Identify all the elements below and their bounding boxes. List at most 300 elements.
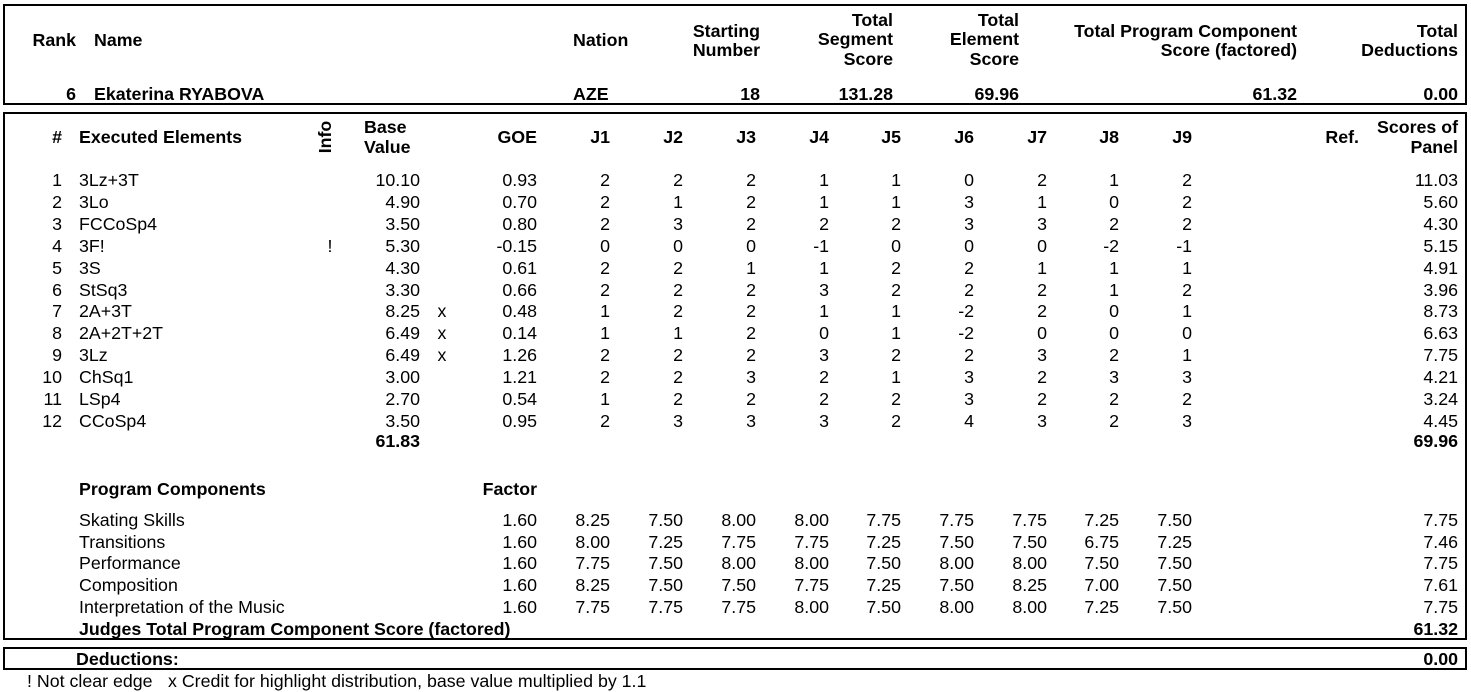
component-scores-of-panel: 7.75 — [1423, 596, 1458, 617]
component-judge-score-j8: 7.25 — [1084, 596, 1119, 617]
element-base-value: 4.90 — [385, 191, 420, 212]
element-goe: 0.70 — [502, 191, 537, 212]
element-number: 1 — [52, 170, 62, 190]
skater-rank: 6 — [66, 84, 76, 104]
element-code: 2A+2T+2T — [79, 323, 164, 344]
element-judge-score-j7: 2 — [1037, 170, 1047, 190]
total-program-component-score-label — [1074, 22, 1297, 61]
component-judge-score-j3: 7.50 — [721, 575, 756, 596]
judge-column-header-j9: J9 — [1172, 127, 1192, 147]
label-line: Total — [977, 9, 1019, 30]
element-scores-of-panel: 4.91 — [1423, 257, 1458, 278]
label-line: Starting — [692, 20, 760, 41]
element-judge-score-j1: 2 — [600, 410, 610, 431]
component-judge-score-j9: 7.50 — [1157, 510, 1192, 530]
element-judge-score-j1: 1 — [600, 389, 610, 409]
element-scores-of-panel: 7.75 — [1423, 345, 1458, 366]
judge-column-header-j2: J2 — [663, 127, 683, 147]
component-judge-score-j4: 8.00 — [794, 553, 829, 574]
program-component-row — [0, 597, 1471, 617]
element-judge-score-j3: 0 — [746, 235, 756, 256]
element-judge-score-j3: 2 — [746, 213, 756, 234]
element-base-value: 10.10 — [375, 170, 420, 190]
element-judge-score-j6: 3 — [964, 367, 974, 388]
component-judge-score-j1: 7.75 — [575, 553, 610, 574]
element-judge-score-j7: 2 — [1037, 279, 1047, 300]
total-deductions-label — [1361, 22, 1458, 61]
component-judge-score-j6: 8.00 — [939, 553, 974, 574]
component-judge-score-j7: 7.75 — [1012, 510, 1047, 530]
element-judge-score-j2: 2 — [673, 345, 683, 366]
element-code: 3Lz+3T — [79, 170, 139, 190]
element-judge-score-j5: 1 — [891, 323, 901, 344]
element-judge-score-j9: -1 — [1176, 235, 1192, 256]
skater-total-program-component-score: 61.32 — [1252, 84, 1297, 104]
element-judge-score-j2: 2 — [673, 301, 683, 322]
skater-nation: AZE — [573, 84, 609, 104]
component-judge-score-j6: 7.50 — [939, 531, 974, 552]
legend-text: Not clear edge — [36, 671, 153, 691]
label-line: Total — [851, 9, 893, 30]
component-name: Skating Skills — [79, 510, 185, 530]
element-judge-score-j5: 1 — [891, 170, 901, 190]
element-row — [0, 389, 1471, 409]
element-highlight-credit: x — [437, 323, 447, 344]
element-judge-score-j6: 0 — [964, 170, 974, 190]
component-name: Performance — [79, 553, 181, 574]
element-judge-score-j7: 3 — [1037, 213, 1047, 234]
element-judge-score-j8: 0 — [1109, 323, 1119, 344]
element-scores-of-panel: 6.63 — [1423, 323, 1458, 344]
legend-item-highlight-credit — [168, 671, 646, 691]
element-number: 10 — [42, 367, 62, 388]
element-judge-score-j8: 2 — [1109, 345, 1119, 366]
element-judge-score-j8: 1 — [1109, 170, 1119, 190]
element-scores-of-panel: 8.73 — [1423, 301, 1458, 322]
component-judge-score-j6: 7.50 — [939, 575, 974, 596]
element-judge-score-j1: 1 — [600, 301, 610, 322]
info-column-header: Info — [315, 120, 335, 154]
element-judge-score-j9: 2 — [1182, 389, 1192, 409]
component-judge-score-j1: 8.25 — [575, 575, 610, 596]
element-number: 3 — [52, 213, 62, 234]
element-judge-score-j1: 2 — [600, 170, 610, 190]
element-goe: 0.54 — [502, 389, 537, 409]
component-judge-score-j3: 7.75 — [721, 596, 756, 617]
element-judge-score-j8: 2 — [1109, 213, 1119, 234]
element-judge-score-j5: 2 — [891, 257, 901, 278]
element-judge-score-j4: 2 — [819, 367, 829, 388]
component-judge-score-j5: 7.50 — [866, 596, 901, 617]
element-judge-score-j1: 2 — [600, 367, 610, 388]
factor-column-header: Factor — [482, 479, 537, 499]
label-line: Base — [364, 117, 407, 137]
element-goe: 0.80 — [502, 213, 537, 234]
element-scores-of-panel: 3.24 — [1423, 389, 1458, 409]
deductions-label: Deductions: — [76, 649, 179, 669]
element-scores-of-panel: 5.15 — [1423, 235, 1458, 256]
number-column-header: # — [52, 127, 62, 147]
element-judge-score-j6: 3 — [964, 213, 974, 234]
element-code: 3Lz — [79, 345, 108, 366]
element-code: LSp4 — [79, 389, 121, 409]
label-line: Deductions — [1361, 40, 1458, 60]
element-judge-score-j8: 2 — [1109, 389, 1119, 409]
program-component-row — [0, 532, 1471, 552]
element-judge-score-j1: 2 — [600, 257, 610, 278]
element-judge-score-j8: 0 — [1109, 191, 1119, 212]
judge-column-header-j1: J1 — [590, 127, 610, 147]
judges-total-pcs-value: 61.32 — [1413, 619, 1458, 639]
element-number: 12 — [42, 410, 62, 431]
skater-total-element-score: 69.96 — [974, 84, 1019, 104]
element-judge-score-j5: 2 — [891, 410, 901, 431]
element-judge-score-j4: 1 — [819, 170, 829, 190]
element-judge-score-j6: -2 — [958, 323, 974, 344]
element-goe: 1.26 — [502, 345, 537, 366]
component-scores-of-panel: 7.46 — [1423, 531, 1458, 552]
component-judge-score-j2: 7.50 — [648, 553, 683, 574]
element-goe: 0.61 — [502, 257, 537, 278]
element-judge-score-j2: 3 — [673, 213, 683, 234]
component-judge-score-j1: 8.00 — [575, 531, 610, 552]
element-number: 8 — [52, 323, 62, 344]
element-judge-score-j8: 0 — [1109, 301, 1119, 322]
element-judge-score-j9: 1 — [1182, 345, 1192, 366]
component-judge-score-j4: 8.00 — [794, 596, 829, 617]
element-judge-score-j9: 2 — [1182, 213, 1192, 234]
element-judge-score-j2: 2 — [673, 279, 683, 300]
element-base-value: 5.30 — [385, 235, 420, 256]
component-judge-score-j9: 7.50 — [1157, 553, 1192, 574]
component-judge-score-j2: 7.75 — [648, 596, 683, 617]
element-judge-score-j5: 1 — [891, 301, 901, 322]
element-base-value: 3.00 — [385, 367, 420, 388]
component-judge-score-j9: 7.50 — [1157, 575, 1192, 596]
element-judge-score-j8: 2 — [1109, 410, 1119, 431]
element-base-value: 6.49 — [385, 345, 420, 366]
element-judge-score-j1: 1 — [600, 323, 610, 344]
element-judge-score-j6: 3 — [964, 389, 974, 409]
deductions-box — [3, 647, 1467, 670]
element-code: CCoSp4 — [79, 410, 147, 431]
element-judge-score-j9: 2 — [1182, 170, 1192, 190]
element-judge-score-j8: 3 — [1109, 367, 1119, 388]
element-row — [0, 170, 1471, 190]
element-judge-score-j5: 2 — [891, 389, 901, 409]
element-judge-score-j1: 2 — [600, 191, 610, 212]
element-judge-score-j4: 2 — [819, 213, 829, 234]
element-scores-of-panel: 4.21 — [1423, 367, 1458, 388]
element-judge-score-j9: 3 — [1182, 410, 1192, 431]
element-judge-score-j3: 2 — [746, 191, 756, 212]
component-judge-score-j7: 8.25 — [1012, 575, 1047, 596]
base-value-column-header — [364, 117, 410, 157]
program-component-row — [0, 510, 1471, 530]
component-judge-score-j1: 7.75 — [575, 596, 610, 617]
element-row — [0, 214, 1471, 234]
component-judge-score-j3: 8.00 — [721, 553, 756, 574]
scores-of-panel-column-header — [1377, 117, 1458, 157]
element-base-value: 6.49 — [385, 323, 420, 344]
element-judge-score-j7: 0 — [1037, 323, 1047, 344]
element-judge-score-j5: 2 — [891, 213, 901, 234]
element-judge-score-j2: 2 — [673, 170, 683, 190]
component-judge-score-j5: 7.50 — [866, 553, 901, 574]
element-judge-score-j9: 2 — [1182, 279, 1192, 300]
element-judge-score-j3: 2 — [746, 323, 756, 344]
component-judge-score-j5: 7.25 — [866, 575, 901, 596]
element-judge-score-j8: -2 — [1103, 235, 1119, 256]
element-code: 3S — [79, 257, 101, 278]
element-judge-score-j9: 1 — [1182, 301, 1192, 322]
element-judge-score-j4: 0 — [819, 323, 829, 344]
element-judge-score-j7: 2 — [1037, 367, 1047, 388]
element-code: 3F! — [79, 235, 105, 256]
element-judge-score-j1: 2 — [600, 213, 610, 234]
element-row — [0, 301, 1471, 321]
component-scores-of-panel: 7.75 — [1423, 510, 1458, 530]
element-number: 2 — [52, 191, 62, 212]
component-name: Transitions — [79, 531, 166, 552]
component-judge-score-j8: 7.50 — [1084, 553, 1119, 574]
element-code: StSq3 — [79, 279, 128, 300]
element-info: ! — [327, 235, 333, 256]
total-element-score-label — [950, 11, 1019, 70]
label-line: Panel — [1410, 137, 1458, 157]
element-row — [0, 192, 1471, 212]
element-base-value: 2.70 — [385, 389, 420, 409]
element-judge-score-j5: 0 — [891, 235, 901, 256]
element-row — [0, 323, 1471, 343]
element-judge-score-j6: 4 — [964, 410, 974, 431]
executed-elements-column-header: Executed Elements — [79, 127, 243, 147]
component-judge-score-j2: 7.50 — [648, 575, 683, 596]
component-judge-score-j6: 7.75 — [939, 510, 974, 530]
element-row — [0, 411, 1471, 431]
ref-column-header: Ref. — [1325, 127, 1359, 147]
element-judge-score-j7: 1 — [1037, 191, 1047, 212]
judge-column-header-j3: J3 — [736, 127, 756, 147]
element-judge-score-j6: -2 — [958, 301, 974, 322]
component-judge-score-j6: 8.00 — [939, 596, 974, 617]
element-judge-score-j4: -1 — [813, 235, 829, 256]
element-judge-score-j4: 3 — [819, 279, 829, 300]
element-row — [0, 345, 1471, 365]
element-goe: 0.48 — [502, 301, 537, 322]
legend-item-not-clear-edge — [27, 671, 153, 691]
skater-total-deductions: 0.00 — [1423, 84, 1458, 104]
element-judge-score-j5: 2 — [891, 279, 901, 300]
component-judge-score-j3: 7.75 — [721, 531, 756, 552]
goe-column-header: GOE — [497, 127, 537, 147]
element-judge-score-j1: 2 — [600, 279, 610, 300]
element-judge-score-j4: 1 — [819, 191, 829, 212]
nation-label: Nation — [573, 30, 629, 50]
component-factor: 1.60 — [502, 596, 537, 617]
element-judge-score-j8: 1 — [1109, 257, 1119, 278]
element-judge-score-j5: 2 — [891, 345, 901, 366]
element-judge-score-j3: 3 — [746, 367, 756, 388]
skater-name: Ekaterina RYABOVA — [94, 84, 265, 104]
element-number: 6 — [52, 279, 62, 300]
element-judge-score-j9: 3 — [1182, 367, 1192, 388]
element-highlight-credit: x — [437, 301, 447, 322]
label-line: Score — [843, 48, 893, 69]
element-judge-score-j8: 1 — [1109, 279, 1119, 300]
element-judge-score-j7: 3 — [1037, 410, 1047, 431]
element-judge-score-j7: 1 — [1037, 257, 1047, 278]
label-line: Number — [692, 40, 760, 60]
element-judge-score-j2: 1 — [673, 323, 683, 344]
component-factor: 1.60 — [502, 531, 537, 552]
element-base-value: 3.30 — [385, 279, 420, 300]
element-judge-score-j6: 2 — [964, 345, 974, 366]
element-base-value: 3.50 — [385, 213, 420, 234]
element-row — [0, 258, 1471, 278]
program-components-title: Program Components — [79, 479, 266, 499]
component-judge-score-j9: 7.25 — [1157, 531, 1192, 552]
element-code: ChSq1 — [79, 367, 134, 388]
element-judge-score-j6: 2 — [964, 279, 974, 300]
element-judge-score-j3: 1 — [746, 257, 756, 278]
element-judge-score-j1: 0 — [600, 235, 610, 256]
element-judge-score-j6: 0 — [964, 235, 974, 256]
element-judge-score-j4: 2 — [819, 389, 829, 409]
component-judge-score-j5: 7.75 — [866, 510, 901, 530]
program-component-row — [0, 575, 1471, 595]
element-goe: 0.93 — [502, 170, 537, 190]
element-scores-of-panel: 3.96 — [1423, 279, 1458, 300]
element-number: 7 — [52, 301, 62, 322]
element-row — [0, 367, 1471, 387]
element-number: 4 — [52, 235, 62, 256]
element-judge-score-j7: 2 — [1037, 389, 1047, 409]
name-label: Name — [94, 30, 143, 50]
component-factor: 1.60 — [502, 553, 537, 574]
element-row — [0, 280, 1471, 300]
element-judge-score-j3: 2 — [746, 301, 756, 322]
component-judge-score-j2: 7.50 — [648, 510, 683, 530]
element-judge-score-j9: 1 — [1182, 257, 1192, 278]
legend-symbol: x — [168, 671, 177, 691]
legend-text: Credit for highlight distribution, base value multiplied by 1.1 — [181, 671, 647, 691]
element-judge-score-j4: 1 — [819, 301, 829, 322]
element-code: FCCoSp4 — [79, 213, 158, 234]
component-name: Composition — [79, 575, 178, 596]
element-code: 3Lo — [79, 191, 109, 212]
element-scores-of-panel: 4.30 — [1423, 213, 1458, 234]
element-goe: 0.66 — [502, 279, 537, 300]
label-line: Value — [364, 137, 411, 157]
judge-column-header-j7: J7 — [1027, 127, 1047, 147]
judges-total-pcs-label: Judges Total Program Component Score (factored) — [79, 619, 511, 639]
element-judge-score-j3: 3 — [746, 410, 756, 431]
component-factor: 1.60 — [502, 510, 537, 530]
element-judge-score-j6: 2 — [964, 257, 974, 278]
element-judge-score-j2: 0 — [673, 235, 683, 256]
component-judge-score-j8: 6.75 — [1084, 531, 1119, 552]
skater-total-segment-score: 131.28 — [838, 84, 893, 104]
component-judge-score-j7: 8.00 — [1012, 553, 1047, 574]
element-base-value: 8.25 — [385, 301, 420, 322]
element-judge-score-j3: 2 — [746, 170, 756, 190]
element-goe: 0.95 — [502, 410, 537, 431]
component-judge-score-j4: 8.00 — [794, 510, 829, 530]
element-base-value: 3.50 — [385, 410, 420, 431]
element-goe: 1.21 — [502, 367, 537, 388]
element-number: 11 — [43, 389, 62, 409]
element-judge-score-j6: 3 — [964, 191, 974, 212]
element-judge-score-j4: 3 — [819, 410, 829, 431]
element-scores-of-panel: 4.45 — [1423, 410, 1458, 431]
element-judge-score-j2: 2 — [673, 367, 683, 388]
component-judge-score-j1: 8.25 — [575, 510, 610, 530]
starting-number-label — [693, 22, 760, 61]
total-base-value: 61.83 — [375, 431, 420, 451]
element-judge-score-j5: 1 — [891, 367, 901, 388]
component-judge-score-j4: 7.75 — [794, 575, 829, 596]
component-judge-score-j2: 7.25 — [648, 531, 683, 552]
skater-starting-number: 18 — [740, 84, 760, 104]
label-line: Score (factored) — [1160, 40, 1297, 60]
label-line: Score — [969, 48, 1019, 69]
element-judge-score-j3: 2 — [746, 279, 756, 300]
judge-column-header-j6: J6 — [954, 127, 974, 147]
total-element-scores-of-panel: 69.96 — [1413, 431, 1458, 451]
element-judge-score-j4: 3 — [819, 345, 829, 366]
element-scores-of-panel: 5.60 — [1423, 191, 1458, 212]
element-judge-score-j9: 2 — [1182, 191, 1192, 212]
element-code: 2A+3T — [79, 301, 132, 322]
element-goe: 0.14 — [502, 323, 537, 344]
element-judge-score-j2: 2 — [673, 389, 683, 409]
label-line: Scores of — [1376, 117, 1458, 137]
total-segment-score-label — [818, 11, 893, 70]
element-judge-score-j7: 2 — [1037, 301, 1047, 322]
label-line: Total Program Component — [1074, 20, 1297, 41]
component-judge-score-j7: 7.50 — [1012, 531, 1047, 552]
element-judge-score-j4: 1 — [819, 257, 829, 278]
element-goe: -0.15 — [496, 235, 537, 256]
component-judge-score-j7: 8.00 — [1012, 596, 1047, 617]
element-judge-score-j5: 1 — [891, 191, 901, 212]
element-row — [0, 236, 1471, 256]
element-judge-score-j2: 2 — [673, 257, 683, 278]
element-judge-score-j1: 2 — [600, 345, 610, 366]
element-judge-score-j7: 0 — [1037, 235, 1047, 256]
element-highlight-credit: x — [437, 345, 447, 366]
component-judge-score-j8: 7.25 — [1084, 510, 1119, 530]
element-scores-of-panel: 11.03 — [1414, 170, 1458, 190]
component-scores-of-panel: 7.61 — [1423, 575, 1458, 596]
program-component-row — [0, 553, 1471, 573]
element-judge-score-j7: 3 — [1037, 345, 1047, 366]
judge-column-header-j8: J8 — [1099, 127, 1119, 147]
label-line: Total — [1416, 20, 1458, 41]
label-line: Segment — [817, 29, 893, 49]
component-name: Interpretation of the Music — [79, 596, 285, 617]
rank-label: Rank — [32, 30, 76, 50]
element-judge-score-j3: 2 — [746, 345, 756, 366]
element-base-value: 4.30 — [385, 257, 420, 278]
deductions-value: 0.00 — [1423, 649, 1458, 669]
element-number: 5 — [52, 257, 62, 278]
component-judge-score-j9: 7.50 — [1157, 596, 1192, 617]
judge-column-header-j5: J5 — [881, 127, 901, 147]
element-judge-score-j9: 0 — [1182, 323, 1192, 344]
element-judge-score-j3: 2 — [746, 389, 756, 409]
